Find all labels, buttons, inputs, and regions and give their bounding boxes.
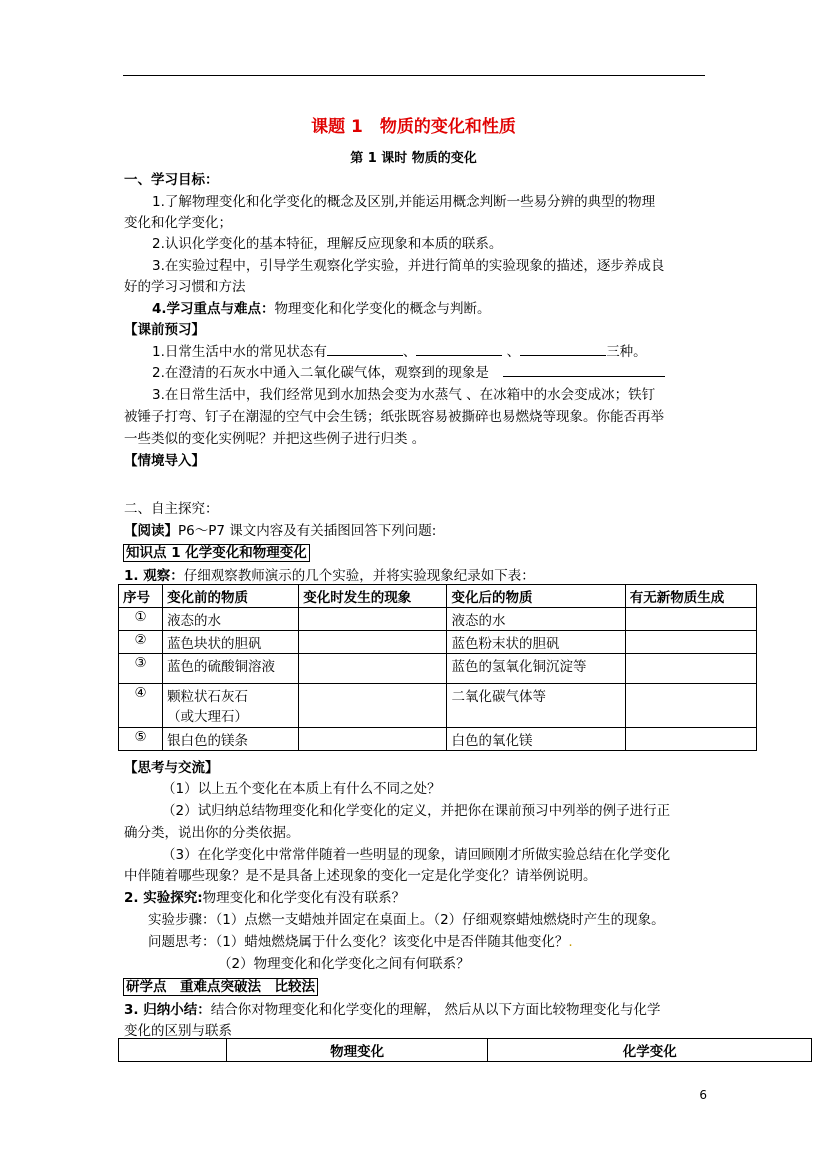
preview-q2-text: 2.在澄清的石灰水中通入二氧化碳气体，观察到的现象是 (152, 365, 489, 381)
after-cell: 蓝色粉末状的胆矾 (447, 631, 625, 654)
table-header: 序号 (119, 585, 163, 608)
answer-blank[interactable] (327, 343, 403, 356)
phenomenon-cell[interactable] (299, 608, 447, 631)
experiment-steps: 实验步骤：（1）点燃一支蜡烛并固定在桌面上。（2）仔细观察蜡烛燃烧时产生的现象。 (148, 912, 665, 928)
phenomenon-cell[interactable] (299, 684, 447, 728)
table-header: 变化后的物质 (447, 585, 625, 608)
before-line2: （或大理石） (167, 709, 249, 725)
reading-line (124, 519, 436, 539)
question-1-text: 问题思考：（1）蜡烛燃烧属于什么变化？该变化中是否伴随其他变化？ (148, 934, 569, 950)
page-title: 课题 1 物质的变化和性质 (311, 117, 516, 137)
reading-label: 【阅读】 (124, 523, 178, 539)
observe-label: 1. 观察： (124, 568, 184, 584)
think-heading: 【思考与交流】 (124, 760, 219, 776)
goal-3-line1: 3.在实验过程中，引导学生观察化学实验，并进行简单的实验现象的描述，逐步养成良 (152, 258, 665, 274)
after-cell: 蓝色的氢氧化铜沉淀等 (447, 654, 625, 684)
table-row (119, 608, 757, 631)
think-q2-line2: 确分类，说出你的分类依据。 (124, 825, 300, 841)
goal-2: 2.认识化学变化的基本特征，理解反应现象和本质的联系。 (152, 236, 503, 252)
preview-q1-end: 三种。 (606, 344, 647, 360)
before-cell: 银白色的镁条 (163, 728, 299, 751)
table-header-row (119, 1039, 812, 1062)
summary-text: 结合你对物理变化和化学变化的理解， 然后从以下方面比较物理变化与化学 (210, 1002, 661, 1018)
experiment-text: 物理变化和化学变化有没有联系？ (202, 890, 406, 906)
summary-line1 (124, 998, 661, 1018)
row-number: ③ (119, 654, 163, 684)
observation-table (118, 584, 757, 751)
new-substance-cell[interactable] (625, 684, 756, 728)
think-q1: （1）以上五个变化在本质上有什么不同之处？ (162, 781, 441, 797)
before-cell: 蓝色的硫酸铜溶液 (163, 654, 299, 684)
summary-label: 3. 归纳小结： (124, 1002, 211, 1018)
new-substance-cell[interactable] (625, 631, 756, 654)
think-q3-line2: 中伴随着哪些现象？是不是具备上述现象的变化一定是化学变化？请举例说明。 (124, 868, 597, 884)
goal-4-text: 物理变化和化学变化的概念与判断。 (274, 301, 491, 317)
after-cell: 液态的水 (447, 608, 625, 631)
preview-q3-line3: 一些类似的变化实例呢？并把这些例子进行归类 。 (124, 431, 426, 447)
table-header: 化学变化 (488, 1039, 812, 1062)
table-header (119, 1039, 227, 1062)
think-q2-line1: （2）试归纳总结物理变化和化学变化的定义，并把你在课前预习中列举的例子进行正 (162, 803, 671, 819)
page-subtitle: 第 1 课时 物质的变化 (350, 151, 477, 166)
goal-4 (152, 297, 491, 317)
before-line1: 颗粒状石灰石 (167, 689, 249, 705)
goal-1-line1: 1.了解物理变化和化学变化的概念及区别,并能运用概念判断一些易分辨的典型的物理 (152, 194, 656, 210)
row-number: ② (119, 631, 163, 654)
knowledge-point-1 (123, 541, 310, 561)
preview-q3-line1: 3.在日常生活中，我们经常见到水加热会变为水蒸气 、在冰箱中的水会变成冰；铁钉 (152, 387, 656, 403)
study-point (123, 975, 318, 995)
study-point-label: 研学点 重难点突破法 比较法 (123, 978, 318, 996)
think-q3-line1: （3）在化学变化中常常伴随着一些明显的现象，请回顾刚才所做实验总结在化学变化 (162, 847, 671, 863)
header-rule (123, 75, 705, 76)
answer-blank[interactable] (503, 364, 665, 377)
table-header: 变化前的物质 (163, 585, 299, 608)
section1-heading: 一、学习目标： (124, 172, 219, 188)
table-header: 变化时发生的现象 (299, 585, 447, 608)
preview-q3-line2: 被锤子打弯、钉子在潮湿的空气中会生锈；纸张既容易被撕碎也易燃烧等现象。你能否再举 (124, 409, 664, 425)
table-header: 物理变化 (226, 1039, 488, 1062)
answer-blank[interactable] (520, 343, 606, 356)
knowledge-point-label: 知识点 1 化学变化和物理变化 (123, 544, 310, 562)
goal-4-label: 4.学习重点与难点： (152, 301, 275, 317)
comparison-table (118, 1038, 812, 1062)
row-number: ④ (119, 684, 163, 728)
question-dot: . (568, 934, 573, 950)
section2-heading: 二、自主探究： (124, 501, 219, 517)
table-header: 有无新物质生成 (625, 585, 756, 608)
new-substance-cell[interactable] (625, 608, 756, 631)
summary-line2: 变化的区别与联系 (124, 1023, 232, 1039)
preview-q1-text: 1.日常生活中水的常见状态有 (152, 344, 327, 360)
preview-q2 (152, 361, 665, 381)
situation-heading: 【情境导入】 (124, 453, 205, 469)
experiment-line (124, 886, 405, 906)
row-number: ① (119, 608, 163, 631)
new-substance-cell[interactable] (625, 728, 756, 751)
separator: 、 (402, 344, 417, 360)
after-cell: 二氧化碳气体等 (447, 684, 625, 728)
after-cell: 白色的氧化镁 (447, 728, 625, 751)
phenomenon-cell[interactable] (299, 631, 447, 654)
row-number: ⑤ (119, 728, 163, 751)
experiment-label: 2. 实验探究: (124, 890, 203, 906)
new-substance-cell[interactable] (625, 654, 756, 684)
before-cell (163, 684, 299, 728)
separator: 、 (502, 344, 521, 360)
goal-1-line2: 变化和化学变化； (124, 215, 232, 231)
experiment-question-1 (148, 930, 573, 950)
table-row (119, 631, 757, 654)
reading-text: P6～P7 课文内容及有关插图回答下列问题: (178, 523, 437, 539)
preview-q1 (152, 340, 647, 360)
experiment-question-2: （2）物理变化和化学变化之间有何联系？ (218, 956, 470, 972)
phenomenon-cell[interactable] (299, 654, 447, 684)
before-cell: 蓝色块状的胆矾 (163, 631, 299, 654)
observe-text: 仔细观察教师演示的几个实验，并将实验现象纪录如下表： (183, 568, 535, 584)
answer-blank[interactable] (416, 343, 502, 356)
page-number: 6 (699, 1088, 707, 1102)
phenomenon-cell[interactable] (299, 728, 447, 751)
table-row (119, 654, 757, 684)
before-cell: 液态的水 (163, 608, 299, 631)
preview-heading: 【课前预习】 (124, 322, 205, 338)
observe-line (124, 564, 535, 584)
table-header-row (119, 585, 757, 608)
table-row (119, 728, 757, 751)
goal-3-line2: 好的学习习惯和方法 (124, 279, 246, 295)
table-row (119, 684, 757, 728)
